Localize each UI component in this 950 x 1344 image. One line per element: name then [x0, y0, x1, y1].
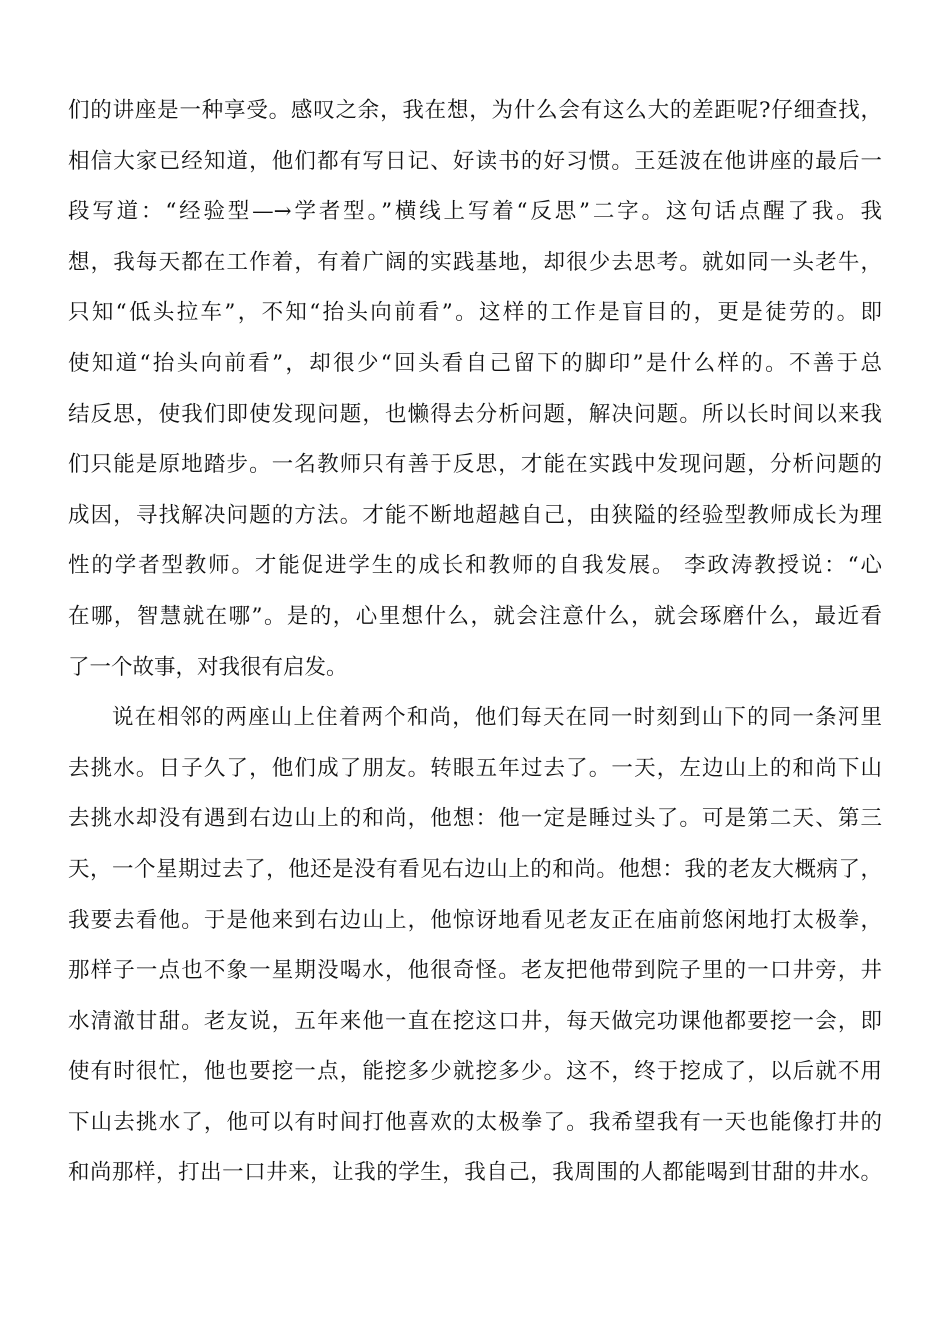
text-line: 下山去挑水了，他可以有时间打他喜欢的太极拳了。我希望我有一天也能像打井的 [68, 1109, 882, 1135]
document-page [68, 86, 882, 1199]
text-line: 了一个故事，对我很有启发。 [68, 654, 348, 680]
paragraph-2 [68, 693, 882, 1199]
text-line: 那样子一点也不象一星期没喝水，他很奇怪。老友把他带到院子里的一口井旁，井 [68, 958, 882, 984]
text-line: 性的学者型教师。才能促进学生的成长和教师的自我发展。 李政涛教授说：“心 [68, 553, 882, 579]
text-line: 只知“低头拉车”，不知“抬头向前看”。这样的工作是盲目的，更是徒劳的。即 [68, 300, 882, 326]
text-line: 成因，寻找解决问题的方法。才能不断地超越自己，由狭隘的经验型教师成长为理 [68, 502, 882, 528]
text-line: 和尚那样，打出一口井来，让我的学生，我自己，我周围的人都能喝到甘甜的井水。 [68, 1160, 882, 1186]
text-line: 在哪，智慧就在哪”。是的，心里想什么，就会注意什么，就会琢磨什么，最近看 [68, 603, 882, 629]
text-line: 去挑水却没有遇到右边山上的和尚，他想：他一定是睡过头了。可是第二天、第三 [68, 806, 882, 832]
text-line: 段写道：“经验型—→学者型。”横线上写着“反思”二字。这句话点醒了我。我 [68, 199, 882, 225]
text-line: 我要去看他。于是他来到右边山上，他惊讶地看见老友正在庙前悠闲地打太极拳， [68, 907, 882, 933]
text-line: 结反思，使我们即使发现问题，也懒得去分析问题，解决问题。所以长时间以来我 [68, 401, 882, 427]
text-line: 天，一个星期过去了，他还是没有看见右边山上的和尚。他想：我的老友大概病了， [68, 856, 882, 882]
text-line: 想，我每天都在工作着，有着广阔的实践基地，却很少去思考。就如同一头老牛， [68, 249, 882, 275]
paragraph-1 [68, 86, 882, 693]
text-line: 使知道“抬头向前看”，却很少“回头看自己留下的脚印”是什么样的。不善于总 [68, 350, 882, 376]
text-line: 水清澈甘甜。老友说，五年来他一直在挖这口井，每天做完功课他都要挖一会，即 [68, 1008, 882, 1034]
text-line: 说在相邻的两座山上住着两个和尚，他们每天在同一时刻到山下的同一条河里 [112, 705, 882, 731]
text-line: 使有时很忙，他也要挖一点，能挖多少就挖多少。这不，终于挖成了，以后就不用 [68, 1059, 882, 1085]
text-line: 们的讲座是一种享受。感叹之余，我在想，为什么会有这么大的差距呢?仔细查找， [68, 98, 882, 123]
text-line: 们只能是原地踏步。一名教师只有善于反思，才能在实践中发现问题，分析问题的 [68, 452, 882, 478]
text-line: 去挑水。日子久了，他们成了朋友。转眼五年过去了。一天，左边山上的和尚下山 [68, 755, 882, 781]
text-line: 相信大家已经知道，他们都有写日记、好读书的好习惯。王廷波在他讲座的最后一 [68, 148, 882, 174]
